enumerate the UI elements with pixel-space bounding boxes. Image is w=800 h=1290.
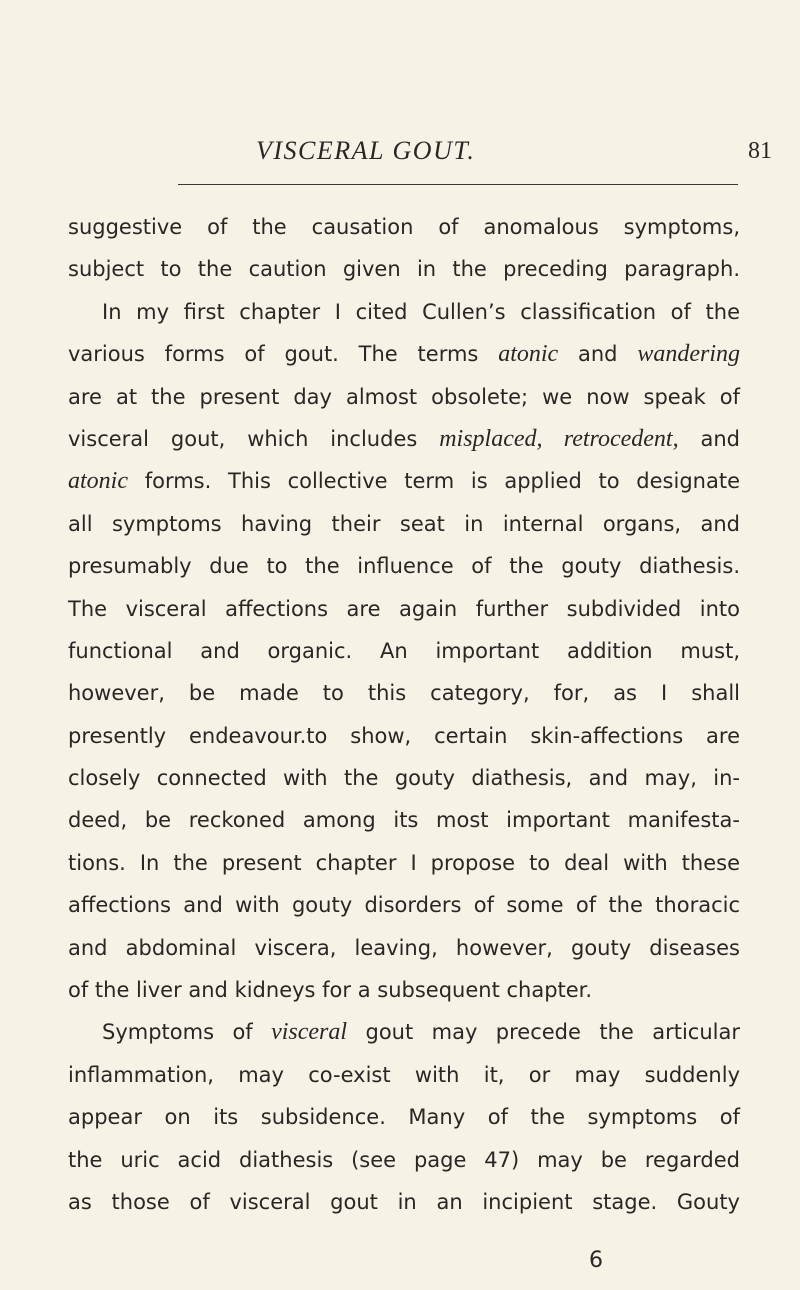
text-line	[68, 927, 740, 969]
italic-term: atonic	[498, 341, 559, 368]
italic-term: misplaced, retrocedent,	[439, 425, 679, 452]
text-line	[68, 969, 740, 1011]
text-run: all symptoms having their seat in internal organs, and	[68, 511, 740, 536]
text-line	[68, 1181, 740, 1223]
text-line	[68, 842, 740, 884]
text-line	[68, 1054, 740, 1096]
body-text	[68, 206, 740, 1223]
page-header	[0, 136, 800, 176]
text-line	[68, 206, 740, 248]
italic-term: wandering	[637, 341, 740, 368]
text-line	[68, 672, 740, 714]
text-line	[68, 291, 740, 333]
text-run: the uric acid diathesis (see page 47) may be regarded	[68, 1147, 740, 1172]
text-run: In my first chapter I cited Cullen’s classification of the	[102, 299, 740, 324]
signature-mark: 6	[589, 1248, 603, 1273]
text-line	[68, 1011, 740, 1053]
text-run: of the liver and kidneys for a subsequent chapter.	[68, 978, 593, 1003]
text-line	[68, 757, 740, 799]
text-run: Symptoms of	[102, 1020, 272, 1045]
text-run: presently endeavour.to show, certain skin-affections are	[68, 723, 740, 748]
text-line	[68, 545, 740, 587]
text-line	[68, 630, 740, 672]
text-run: deed, be reckoned among its most important manifesta-	[68, 808, 740, 833]
text-run: inflammation, may co-exist with it, or may suddenly	[68, 1062, 740, 1087]
text-line	[68, 1096, 740, 1138]
text-run: gout may precede the articular	[347, 1020, 740, 1045]
text-run: as those of visceral gout in an incipient stage. Gouty	[68, 1189, 740, 1214]
text-run: appear on its subsidence. Many of the symptoms of	[68, 1105, 740, 1130]
text-line	[68, 418, 740, 460]
text-run: suggestive of the causation of anomalous symptoms,	[68, 215, 740, 239]
running-title: VISCERAL GOUT.	[256, 136, 476, 165]
header-rule	[178, 184, 738, 185]
text-line	[68, 884, 740, 926]
text-run: affections and with gouty disorders of some of the thoracic	[68, 893, 740, 918]
text-run: and abdominal viscera, leaving, however, gouty diseases	[68, 935, 740, 960]
text-line	[68, 588, 740, 630]
text-run: and	[558, 342, 638, 367]
text-line	[68, 1139, 740, 1181]
text-run: forms. This collective term is applied to designate	[128, 469, 740, 494]
text-line	[68, 503, 740, 545]
text-run: are at the present day almost obsolete; we now speak of	[68, 384, 740, 409]
text-line	[68, 376, 740, 418]
italic-term: visceral	[271, 1019, 348, 1046]
text-run: presumably due to the influence of the gouty diathesis.	[68, 554, 740, 579]
text-run: closely connected with the gouty diathesis, and may, in-	[68, 766, 740, 791]
text-line	[68, 248, 740, 290]
text-run: visceral gout, which includes	[68, 426, 440, 451]
page-number: 81	[748, 138, 772, 164]
text-line	[68, 460, 740, 502]
text-run: tions. In the present chapter I propose to deal with these	[68, 850, 740, 875]
italic-term: atonic	[68, 468, 128, 495]
text-run: subject to the caution given in the preceding paragraph.	[68, 257, 740, 282]
text-run: The visceral affections are again further subdivided into	[68, 596, 740, 621]
text-line	[68, 715, 740, 757]
text-line	[68, 333, 740, 375]
text-run: various forms of gout. The terms	[68, 342, 499, 367]
text-run: functional and organic. An important addition must,	[68, 638, 740, 663]
text-run: and	[678, 426, 741, 451]
text-line	[68, 799, 740, 841]
text-run: however, be made to this category, for, as I shall	[68, 681, 740, 706]
